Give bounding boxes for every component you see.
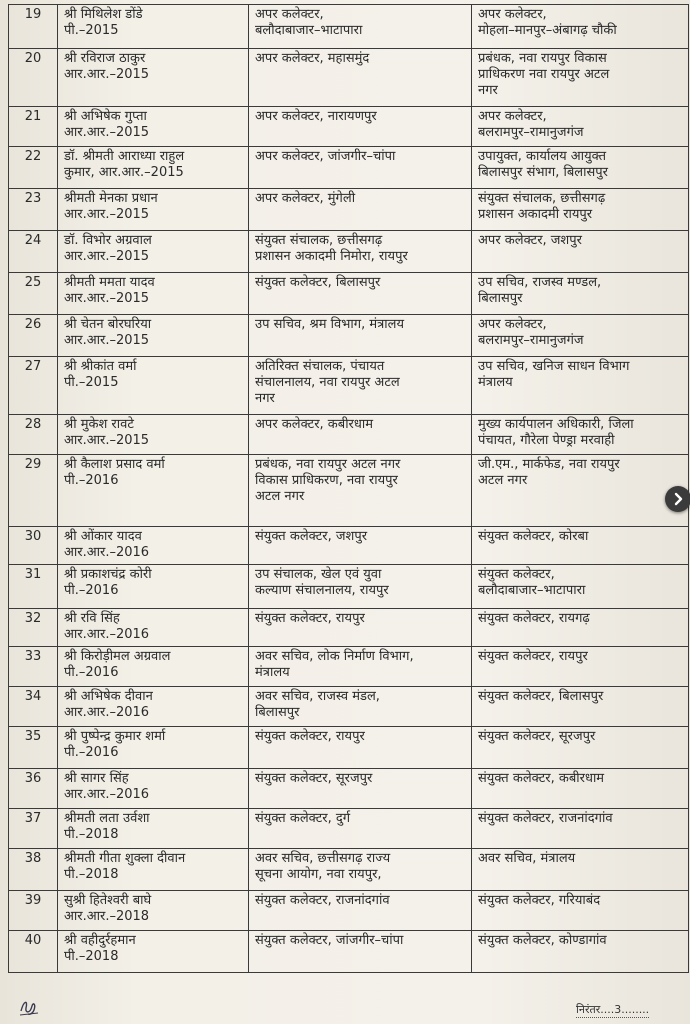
new-posting-cell (472, 49, 689, 107)
cell-text-line: पी.–2016 (64, 473, 119, 488)
cell-text-line: कुमार, आर.आर.–2015 (64, 165, 184, 180)
new-posting-cell (472, 565, 689, 609)
current-posting-cell (249, 273, 472, 315)
cell-text-line: श्री वहीदुर्रहमान (64, 933, 136, 948)
table-row (9, 5, 689, 49)
serial-number-cell: 25 (9, 273, 58, 315)
cell-text-line: उप सचिव, श्रम विभाग, मंत्रालय (255, 317, 405, 332)
cell-text-line: प्रबंधक, नवा रायपुर विकास (478, 51, 607, 66)
cell-text-line: संयुक्त कलेक्टर, रायपुर (478, 649, 588, 664)
cell-text-line: श्री अभिषेक गुप्ता (64, 109, 147, 124)
cell-text-line: आर.आर.–2015 (64, 291, 150, 306)
serial-number-cell: 38 (9, 849, 58, 891)
cell-text-line: पंचायत, गौरेला पेण्ड्रा मरवाही (478, 433, 615, 448)
serial-number-cell: 33 (9, 647, 58, 687)
current-posting-cell (249, 809, 472, 849)
page-footer (0, 994, 690, 1024)
cell-text-line: श्री रवि सिंह (64, 611, 120, 626)
signature-icon (18, 996, 40, 1018)
transfer-list-table (8, 4, 689, 973)
current-posting-cell (249, 687, 472, 727)
new-posting-cell (472, 315, 689, 357)
cell-text-line: अपर कलेक्टर, कबीरधाम (255, 417, 374, 432)
cell-text-line: जी.एम., मार्कफेड, नवा रायपुर (478, 457, 620, 472)
continuation-note: निरंतर....3........ (576, 1003, 650, 1016)
serial-number-cell: 36 (9, 769, 58, 809)
cell-text-line: डॉ. श्रीमती आराध्या राहुल (64, 149, 185, 164)
cell-text-line: संयुक्त कलेक्टर, राजनांदगांव (478, 811, 613, 826)
officer-name-cell (58, 415, 249, 455)
cell-text-line: अपर कलेक्टर, महासमुंद (255, 51, 370, 66)
current-posting-cell (249, 315, 472, 357)
current-posting-cell (249, 357, 472, 415)
cell-text-line: प्रशासन अकादमी निमोरा, रायपुर (255, 249, 408, 264)
new-posting-cell (472, 769, 689, 809)
table-row (9, 273, 689, 315)
table-row (9, 809, 689, 849)
serial-number-cell: 24 (9, 231, 58, 273)
cell-text-line: श्री पुष्पेन्द्र कुमार शर्मा (64, 729, 166, 744)
table-row (9, 565, 689, 609)
new-posting-cell (472, 647, 689, 687)
cell-text-line: पी.–2016 (64, 745, 119, 760)
cell-text-line: अटल नगर (478, 473, 528, 488)
officer-name-cell (58, 647, 249, 687)
table-row (9, 609, 689, 647)
new-posting-cell (472, 147, 689, 189)
new-posting-cell (472, 727, 689, 769)
cell-text-line: संयुक्त कलेक्टर, कबीरधाम (478, 771, 605, 786)
serial-number-cell: 23 (9, 189, 58, 231)
current-posting-cell (249, 647, 472, 687)
cell-text-line: अवर सचिव, मंत्रालय (478, 851, 576, 866)
cell-text-line: आर.आर.–2015 (64, 207, 150, 222)
current-posting-cell (249, 147, 472, 189)
cell-text-line: सूचना आयोग, नवा रायपुर, (255, 867, 382, 882)
officer-name-cell (58, 189, 249, 231)
next-page-button[interactable] (665, 486, 690, 512)
current-posting-cell (249, 5, 472, 49)
cell-text-line: अपर कलेक्टर, जशपुर (478, 233, 582, 248)
cell-text-line: संयुक्त कलेक्टर, रायपुर (255, 611, 365, 626)
serial-number-cell: 39 (9, 891, 58, 931)
cell-text-line: संयुक्त संचालक, छत्तीसगढ़ (478, 191, 606, 206)
cell-text-line: श्री सागर सिंह (64, 771, 129, 786)
officer-name-cell (58, 107, 249, 147)
current-posting-cell (249, 107, 472, 147)
officer-name-cell (58, 609, 249, 647)
officer-name-cell (58, 231, 249, 273)
table-row (9, 189, 689, 231)
cell-text-line: श्री चेतन बोरघरिया (64, 317, 152, 332)
cell-text-line: आर.आर.–2015 (64, 433, 150, 448)
cell-text-line: अपर कलेक्टर, (478, 109, 547, 124)
cell-text-line: प्रशासन अकादमी रायपुर (478, 207, 593, 222)
officer-name-cell (58, 315, 249, 357)
officer-name-cell (58, 5, 249, 49)
serial-number-cell: 37 (9, 809, 58, 849)
officer-name-cell (58, 687, 249, 727)
current-posting-cell (249, 231, 472, 273)
current-posting-cell (249, 415, 472, 455)
cell-text-line: पी.–2015 (64, 23, 119, 38)
officer-name-cell (58, 527, 249, 565)
cell-text-line: अटल नगर (255, 489, 305, 504)
table-row (9, 315, 689, 357)
new-posting-cell (472, 609, 689, 647)
current-posting-cell (249, 891, 472, 931)
cell-text-line: मोहला–मानपुर–अंबागढ़ चौकी (478, 23, 617, 38)
cell-text-line: अतिरिक्त संचालक, पंचायत (255, 359, 385, 374)
serial-number-cell: 21 (9, 107, 58, 147)
cell-text-line: श्री किरोड़ीमल अग्रवाल (64, 649, 171, 664)
new-posting-cell (472, 107, 689, 147)
cell-text-line: मंत्रालय (478, 375, 513, 390)
officer-name-cell (58, 147, 249, 189)
cell-text-line: श्री प्रकाशचंद्र कोरी (64, 567, 152, 582)
table-row (9, 107, 689, 147)
serial-number-cell: 22 (9, 147, 58, 189)
cell-text-line: अवर सचिव, राजस्व मंडल, (255, 689, 380, 704)
cell-text-line: प्राधिकरण नवा रायपुर अटल (478, 67, 610, 82)
new-posting-cell (472, 5, 689, 49)
cell-text-line: संयुक्त कलेक्टर, कोण्डागांव (478, 933, 607, 948)
cell-text-line: पी.–2018 (64, 949, 119, 964)
table-row (9, 49, 689, 107)
table-row (9, 147, 689, 189)
table-row (9, 769, 689, 809)
cell-text-line: बलौदाबाजार–भाटापारा (255, 23, 363, 38)
table-row (9, 727, 689, 769)
cell-text-line: पी.–2015 (64, 375, 119, 390)
cell-text-line: बलरामपुर–रामानुजगंज (478, 125, 584, 140)
cell-text-line: श्रीमती मेनका प्रधान (64, 191, 158, 206)
serial-number-cell: 20 (9, 49, 58, 107)
serial-number-cell: 35 (9, 727, 58, 769)
current-posting-cell (249, 49, 472, 107)
serial-number-cell: 19 (9, 5, 58, 49)
table-row (9, 527, 689, 565)
cell-text-line: विकास प्राधिकरण, नवा रायपुर (255, 473, 398, 488)
cell-text-line: संयुक्त कलेक्टर, बिलासपुर (255, 275, 381, 290)
cell-text-line: अपर कलेक्टर, मुंगेली (255, 191, 356, 206)
officer-name-cell (58, 565, 249, 609)
cell-text-line: मुख्य कार्यपालन अधिकारी, जिला (478, 417, 634, 432)
table-row (9, 455, 689, 527)
serial-number-cell: 30 (9, 527, 58, 565)
officer-name-cell (58, 357, 249, 415)
cell-text-line: संयुक्त कलेक्टर, रायपुर (255, 729, 365, 744)
table-row (9, 849, 689, 891)
table-row (9, 357, 689, 415)
cell-text-line: आर.आर.–2015 (64, 333, 150, 348)
serial-number-cell: 32 (9, 609, 58, 647)
cell-text-line: उपायुक्त, कार्यालय आयुक्त (478, 149, 607, 164)
cell-text-line: संयुक्त कलेक्टर, (478, 567, 555, 582)
new-posting-cell (472, 415, 689, 455)
cell-text-line: बलौदाबाजार–भाटापारा (478, 583, 586, 598)
cell-text-line: बिलासपुर (255, 705, 300, 720)
new-posting-cell (472, 357, 689, 415)
cell-text-line: पी.–2018 (64, 867, 119, 882)
cell-text-line: अपर कलेक्टर, (478, 317, 547, 332)
current-posting-cell (249, 849, 472, 891)
cell-text-line: अपर कलेक्टर, (478, 7, 547, 22)
officer-name-cell (58, 455, 249, 527)
cell-text-line: कल्याण संचालनालय, रायपुर (255, 583, 389, 598)
cell-text-line: श्री मुकेश रावटे (64, 417, 134, 432)
cell-text-line: श्री श्रीकांत वर्मा (64, 359, 137, 374)
cell-text-line: आर.आर.–2018 (64, 909, 150, 924)
cell-text-line: श्री रविराज ठाकुर (64, 51, 146, 66)
new-posting-cell (472, 809, 689, 849)
officer-name-cell (58, 273, 249, 315)
officer-name-cell (58, 809, 249, 849)
current-posting-cell (249, 931, 472, 973)
cell-text-line: संयुक्त कलेक्टर, जशपुर (255, 529, 368, 544)
officer-name-cell (58, 769, 249, 809)
cell-text-line: मंत्रालय (255, 665, 290, 680)
cell-text-line: अपर कलेक्टर, (255, 7, 324, 22)
officer-name-cell (58, 891, 249, 931)
cell-text-line: श्री कैलाश प्रसाद वर्मा (64, 457, 165, 472)
cell-text-line: श्रीमती लता उर्वशा (64, 811, 150, 826)
cell-text-line: आर.आर.–2016 (64, 545, 150, 560)
serial-number-cell: 27 (9, 357, 58, 415)
cell-text-line: पी.–2016 (64, 665, 119, 680)
cell-text-line: संयुक्त कलेक्टर, कोरबा (478, 529, 589, 544)
cell-text-line: संचालनालय, नवा रायपुर अटल (255, 375, 400, 390)
cell-text-line: संयुक्त कलेक्टर, सूरजपुर (255, 771, 373, 786)
cell-text-line: बलरामपुर–रामानुजगंज (478, 333, 584, 348)
cell-text-line: संयुक्त कलेक्टर, बिलासपुर (478, 689, 604, 704)
cell-text-line: उप संचालक, खेल एवं युवा (255, 567, 382, 582)
serial-number-cell: 31 (9, 565, 58, 609)
cell-text-line: डॉ. विभोर अग्रवाल (64, 233, 152, 248)
table-row (9, 891, 689, 931)
current-posting-cell (249, 727, 472, 769)
officer-name-cell (58, 849, 249, 891)
cell-text-line: आर.आर.–2016 (64, 705, 150, 720)
table-row (9, 687, 689, 727)
cell-text-line: अपर कलेक्टर, जांजगीर–चांपा (255, 149, 396, 164)
cell-text-line: पी.–2018 (64, 827, 119, 842)
cell-text-line: आर.आर.–2015 (64, 67, 150, 82)
cell-text-line: आर.आर.–2015 (64, 249, 150, 264)
cell-text-line: उप सचिव, राजस्व मण्डल, (478, 275, 602, 290)
serial-number-cell: 29 (9, 455, 58, 527)
cell-text-line: संयुक्त कलेक्टर, गरियाबंद (478, 893, 601, 908)
cell-text-line: नगर (478, 83, 498, 98)
cell-text-line: बिलासपुर (478, 291, 523, 306)
cell-text-line: पी.–2016 (64, 583, 119, 598)
cell-text-line: प्रबंधक, नवा रायपुर अटल नगर (255, 457, 401, 472)
officer-name-cell (58, 931, 249, 973)
new-posting-cell (472, 273, 689, 315)
table-body (9, 5, 689, 973)
cell-text-line: श्रीमती गीता शुक्ला दीवान (64, 851, 186, 866)
cell-text-line: श्रीमती ममता यादव (64, 275, 155, 290)
new-posting-cell (472, 891, 689, 931)
new-posting-cell (472, 931, 689, 973)
current-posting-cell (249, 189, 472, 231)
serial-number-cell: 34 (9, 687, 58, 727)
chevron-right-icon (671, 492, 685, 506)
serial-number-cell: 26 (9, 315, 58, 357)
cell-text-line: अवर सचिव, लोक निर्माण विभाग, (255, 649, 414, 664)
cell-text-line: उप सचिव, खनिज साधन विभाग (478, 359, 630, 374)
current-posting-cell (249, 455, 472, 527)
officer-name-cell (58, 49, 249, 107)
cell-text-line: श्री ओंकार यादव (64, 529, 142, 544)
cell-text-line: श्री अभिषेक दीवान (64, 689, 153, 704)
cell-text-line: संयुक्त संचालक, छत्तीसगढ़ (255, 233, 383, 248)
new-posting-cell (472, 687, 689, 727)
cell-text-line: श्री मिथिलेश डोंडे (64, 7, 143, 22)
table-row (9, 415, 689, 455)
cell-text-line: आर.आर.–2015 (64, 125, 150, 140)
cell-text-line: अपर कलेक्टर, नारायणपुर (255, 109, 377, 124)
cell-text-line: बिलासपुर संभाग, बिलासपुर (478, 165, 608, 180)
cell-text-line: संयुक्त कलेक्टर, दुर्ग (255, 811, 351, 826)
current-posting-cell (249, 609, 472, 647)
cell-text-line: अवर सचिव, छत्तीसगढ़ राज्य (255, 851, 391, 866)
new-posting-cell (472, 527, 689, 565)
table-row (9, 647, 689, 687)
serial-number-cell: 40 (9, 931, 58, 973)
cell-text-line: आर.आर.–2016 (64, 627, 150, 642)
cell-text-line: संयुक्त कलेक्टर, राजनांदगांव (255, 893, 390, 908)
table-row (9, 931, 689, 973)
officer-name-cell (58, 727, 249, 769)
new-posting-cell (472, 189, 689, 231)
current-posting-cell (249, 565, 472, 609)
table-row (9, 231, 689, 273)
new-posting-cell (472, 455, 689, 527)
serial-number-cell: 28 (9, 415, 58, 455)
cell-text-line: संयुक्त कलेक्टर, रायगढ़ (478, 611, 590, 626)
cell-text-line: संयुक्त कलेक्टर, सूरजपुर (478, 729, 596, 744)
new-posting-cell (472, 231, 689, 273)
new-posting-cell (472, 849, 689, 891)
current-posting-cell (249, 527, 472, 565)
cell-text-line: संयुक्त कलेक्टर, जांजगीर–चांपा (255, 933, 404, 948)
cell-text-line: सुश्री हितेश्वरी बाघे (64, 893, 152, 908)
cell-text-line: नगर (255, 391, 275, 406)
current-posting-cell (249, 769, 472, 809)
cell-text-line: आर.आर.–2016 (64, 787, 150, 802)
